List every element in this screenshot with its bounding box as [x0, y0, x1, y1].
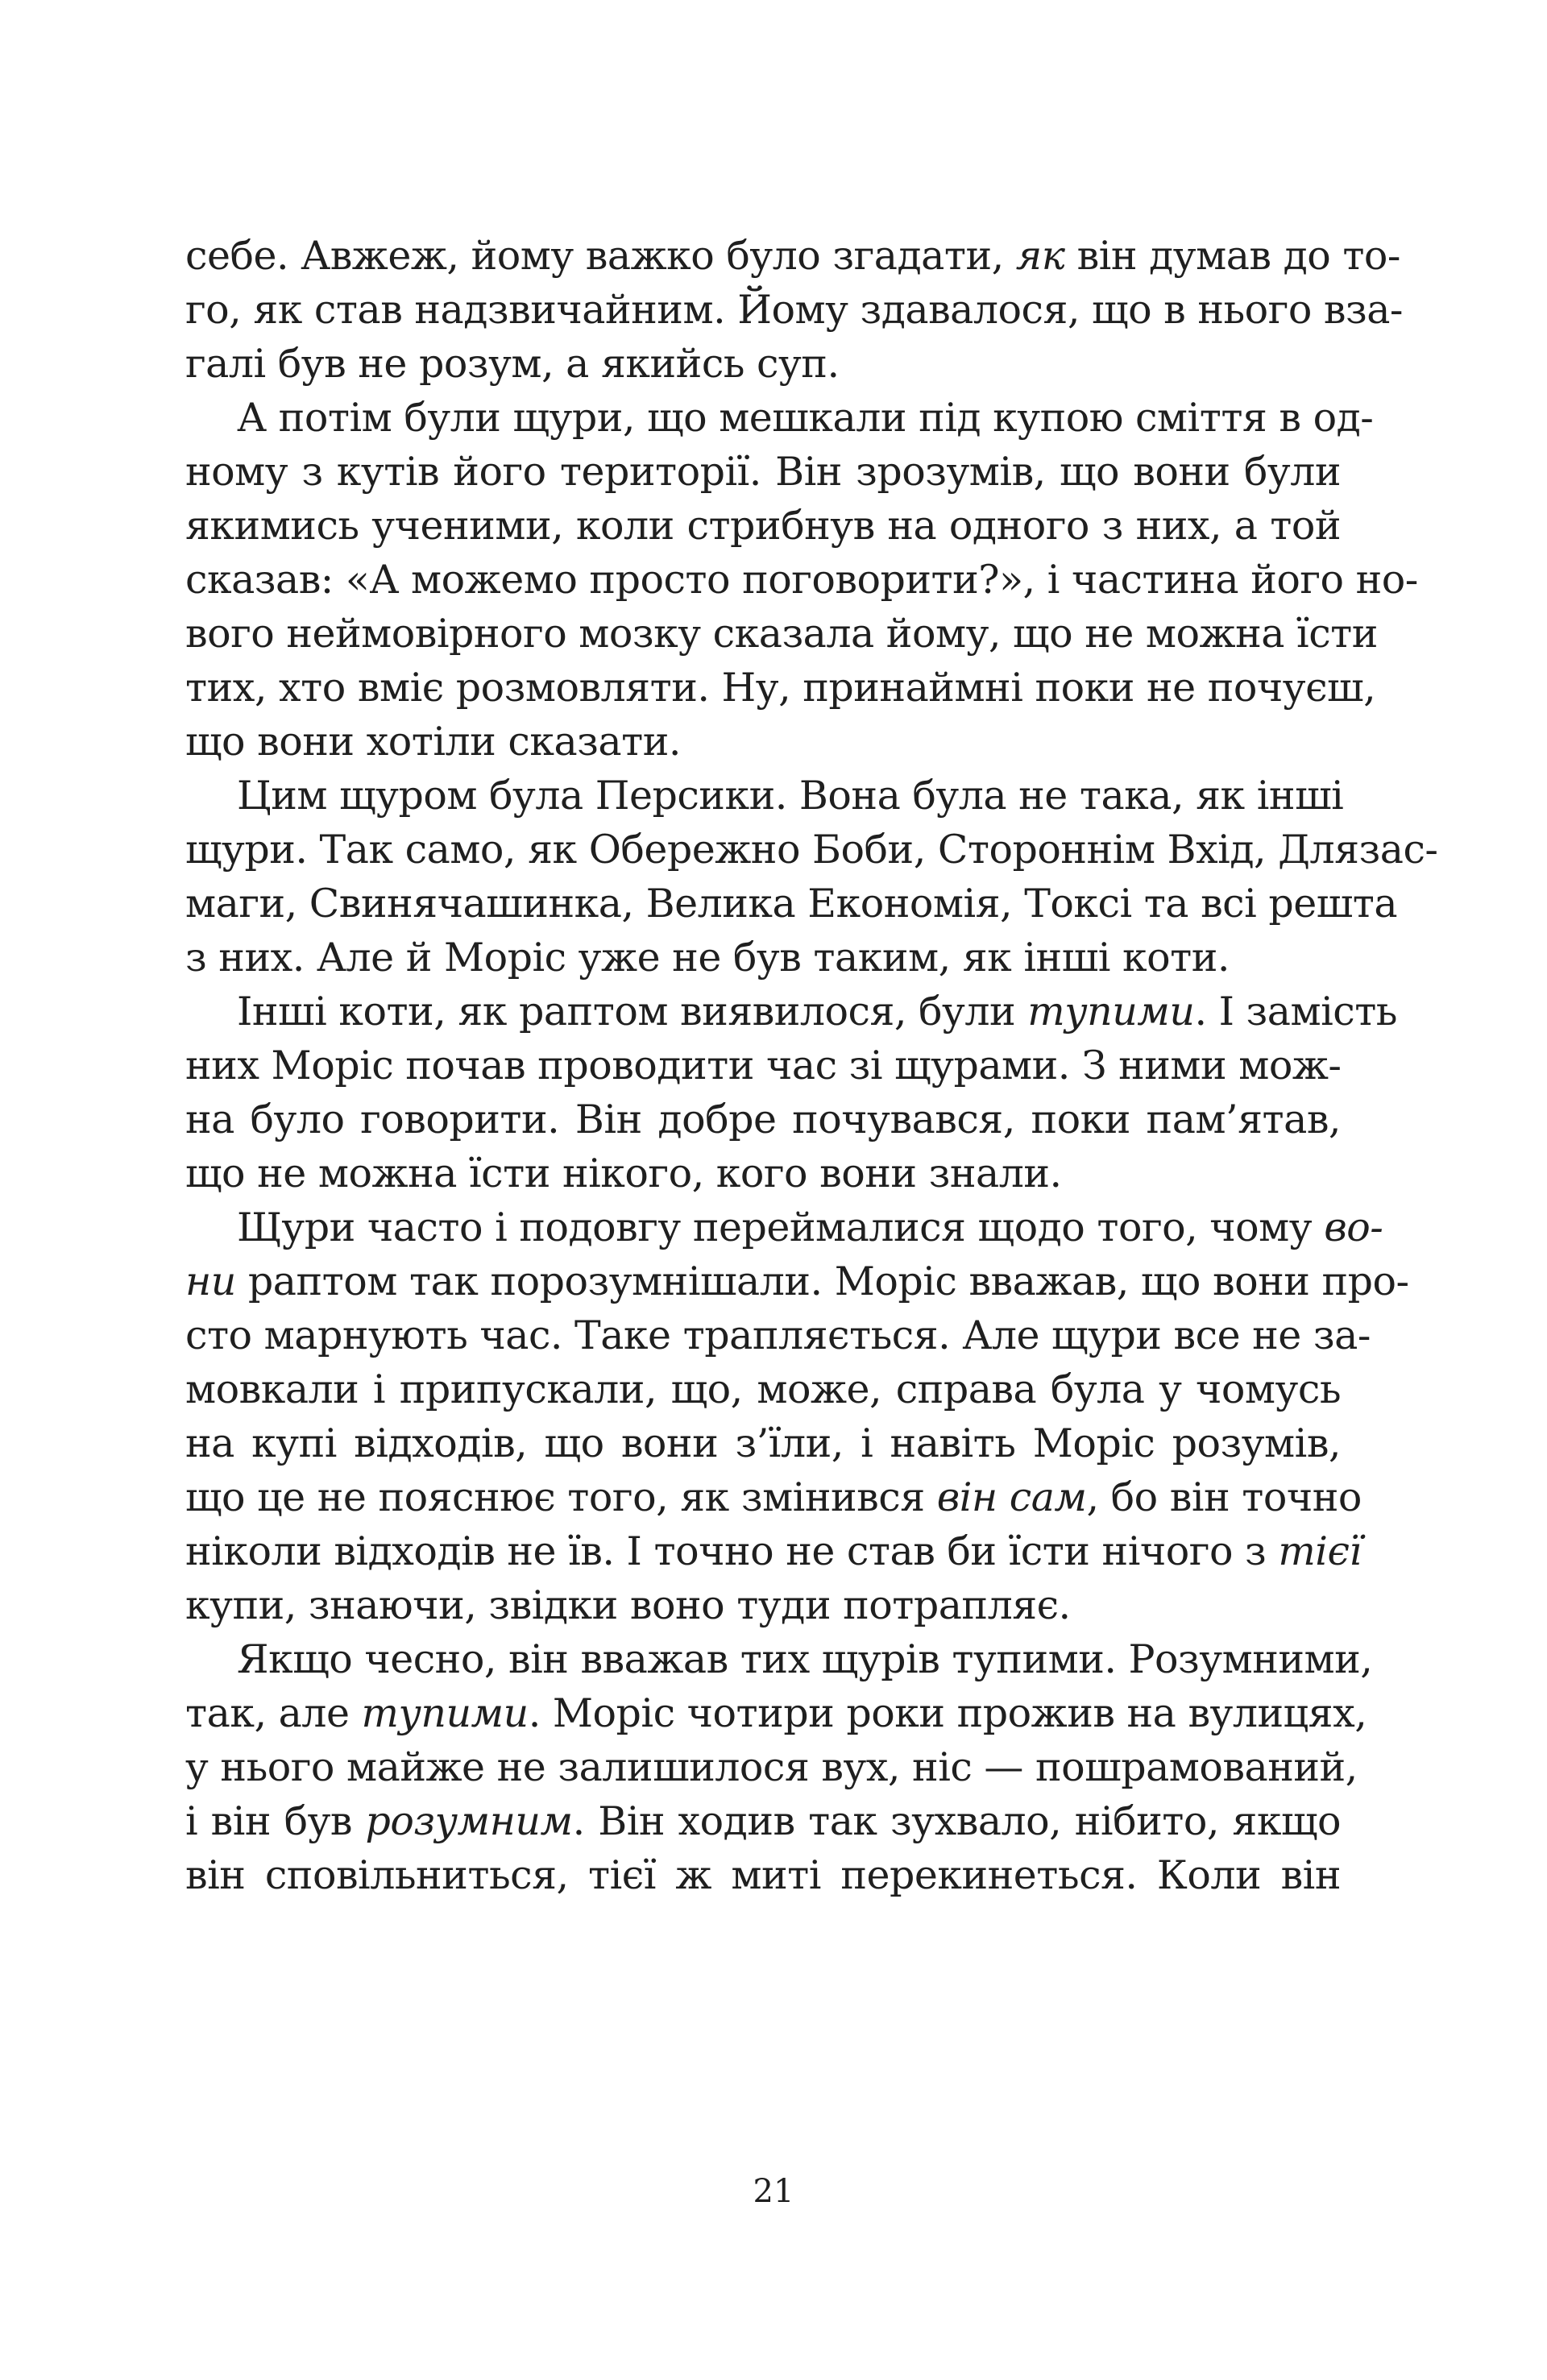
text-line	[185, 445, 1341, 499]
text-fragment: щури. Так само, як Обережно Боби, Стороннім Вхід, Длязас-	[185, 827, 1438, 873]
text-line	[185, 1470, 1362, 1524]
text-line	[185, 229, 1400, 283]
text-fragment: він думав до то-	[1064, 233, 1400, 279]
text-line	[185, 1146, 1341, 1200]
text-fragment: ніколи відходів не їв. І точно не став би їсти нічого з	[185, 1528, 1279, 1574]
page-number: 21	[753, 2173, 794, 2210]
text-fragment: ному з кутів його території. Він зрозумів, що вони були	[185, 449, 1341, 495]
text-fragment: Інші коти, як раптом виявилося, були	[237, 989, 1028, 1035]
text-fragment: у нього майже не залишилося вух, ніс — пошрамований,	[185, 1744, 1358, 1790]
text-line	[185, 661, 1376, 715]
text-fragment: сто марнують час. Таке трапляється. Але щури все не за-	[185, 1312, 1371, 1358]
text-fragment: маги, Свинячашинка, Велика Економія, Токсі та всі решта	[185, 881, 1398, 927]
text-line	[185, 1848, 1341, 1902]
text-fragment: . І замість	[1194, 989, 1397, 1035]
text-line	[185, 1039, 1341, 1093]
text-fragment: що не можна їсти нікого, кого вони знали.	[185, 1151, 1062, 1196]
text-line	[185, 391, 1374, 445]
text-line	[185, 1632, 1373, 1686]
text-fragment: з них. Але й Моріс уже не був таким, як інші коти.	[185, 935, 1230, 981]
text-fragment: Щури часто і подовгу переймалися щодо того, чому	[237, 1205, 1325, 1250]
text-fragment: на купі відходів, що вони з’їли, і навіть Моріс розумів,	[185, 1420, 1341, 1466]
text-fragment: галі був не розум, а якийсь суп.	[185, 341, 840, 387]
text-fragment: і він був	[185, 1798, 366, 1844]
text-line	[185, 877, 1398, 931]
text-line	[185, 1686, 1367, 1740]
body-text	[185, 229, 1438, 1902]
text-fragment: Цим щуром була Персики. Вона була не така, як інші	[237, 773, 1344, 819]
text-line	[185, 1362, 1341, 1416]
text-fragment: купи, знаючи, звідки воно туди потрапляє.	[185, 1582, 1071, 1628]
text-fragment: якимись ученими, коли стрибнув на одного з них, а той	[185, 503, 1341, 549]
text-fragment: він сповільниться, тієї ж миті перекинеться. Коли він	[185, 1852, 1341, 1898]
text-line	[185, 1578, 1341, 1632]
italic-text-fragment: во-	[1324, 1205, 1383, 1250]
italic-text-fragment: як	[1015, 233, 1065, 279]
text-fragment: , бо він точно	[1086, 1474, 1362, 1520]
text-fragment: себе. Авжеж, йому важко було згадати,	[185, 233, 1016, 279]
text-fragment: них Моріс почав проводити час зі щурами. З ними мож-	[185, 1043, 1342, 1088]
text-line	[185, 499, 1341, 553]
text-fragment: сказав: «А можемо просто поговорити?», і частина його но-	[185, 557, 1418, 603]
text-line	[185, 1308, 1371, 1362]
text-fragment: що вони хотіли сказати.	[185, 719, 681, 765]
text-fragment: . Моріс чотири роки прожив на вулицях,	[528, 1690, 1367, 1736]
text-fragment: що це не пояснює того, як змінився	[185, 1474, 937, 1520]
text-fragment: раптом так порозумнішали. Моріс вважав, що вони про-	[235, 1258, 1409, 1304]
text-line	[185, 337, 1341, 391]
text-fragment: на було говорити. Він добре почувався, поки пам’ятав,	[185, 1097, 1341, 1142]
italic-text-fragment: тієї	[1278, 1528, 1362, 1574]
text-fragment: мовкали і припускали, що, може, справа була у чомусь	[185, 1366, 1341, 1412]
text-line	[185, 931, 1341, 985]
text-fragment: тих, хто вміє розмовляти. Ну, принаймні поки не почуєш,	[185, 665, 1376, 711]
italic-text-fragment: тупими	[1027, 989, 1195, 1035]
text-line	[185, 1093, 1341, 1146]
text-line	[185, 1200, 1383, 1254]
text-fragment: так, але	[185, 1690, 362, 1736]
text-line	[185, 985, 1397, 1039]
text-line	[185, 607, 1378, 661]
text-line	[185, 1794, 1341, 1848]
text-line	[185, 823, 1438, 877]
italic-text-fragment: розумним	[365, 1798, 573, 1844]
text-line	[185, 715, 1341, 769]
text-line	[185, 1524, 1362, 1578]
text-line	[185, 553, 1418, 607]
text-fragment: го, як став надзвичайним. Йому здавалося, що в нього вза-	[185, 287, 1403, 333]
text-fragment: . Він ходив так зухвало, нібито, якщо	[572, 1798, 1342, 1844]
italic-text-fragment: він сам	[936, 1474, 1087, 1520]
text-line	[185, 1416, 1341, 1470]
text-fragment: Якщо чесно, він вважав тих щурів тупими. Розумними,	[237, 1636, 1373, 1682]
text-fragment: А потім були щури, що мешкали під купою сміття в од-	[237, 395, 1374, 441]
text-line	[185, 769, 1344, 823]
text-line	[185, 1254, 1409, 1308]
text-line	[185, 283, 1403, 337]
text-fragment: вого неймовірного мозку сказала йому, що не можна їсти	[185, 611, 1378, 657]
italic-text-fragment: тупими	[361, 1690, 529, 1736]
italic-text-fragment: ни	[185, 1258, 236, 1304]
text-line	[185, 1740, 1358, 1794]
